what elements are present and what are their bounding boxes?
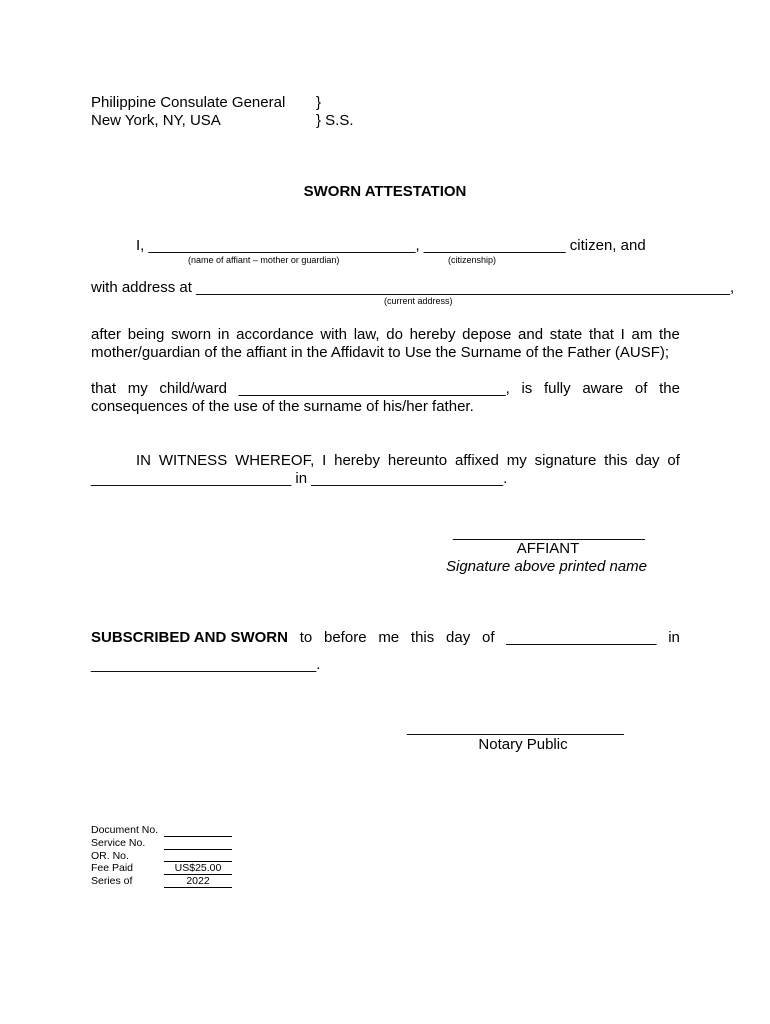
witness-line-1: [136, 452, 680, 470]
word: me: [378, 629, 400, 646]
word: aware: [582, 380, 624, 397]
doc-info-rule-document-no: [164, 836, 232, 837]
word: in: [217, 326, 230, 343]
word: am: [631, 326, 653, 343]
affiant-name-caption: (name of affiant – mother or guardian): [188, 255, 340, 265]
word: that: [588, 326, 614, 343]
subscribed-line-1: [91, 629, 680, 647]
venue-line-2: New York, NY, USA: [91, 112, 221, 129]
word: of: [481, 629, 495, 646]
address-line: with address at ________________________________________________________________,: [91, 279, 735, 296]
doc-info-value-series-of: 2022: [186, 875, 210, 887]
doc-info-label-series-of: Series of: [91, 875, 133, 887]
word: in: [668, 629, 680, 646]
doc-info-label-document-no: Document No.: [91, 824, 159, 836]
word: fully: [543, 380, 571, 397]
paragraph-1-line-1: [91, 326, 680, 344]
affiant-line: I, ________________________________, _________________ citizen, and: [136, 237, 646, 254]
word: do: [386, 326, 403, 343]
date-blank: __________________: [506, 629, 657, 646]
paragraph-2-line-1: [91, 380, 680, 398]
doc-info-label-fee-paid: Fee Paid: [91, 862, 134, 874]
word: and: [518, 326, 544, 343]
word: this: [604, 452, 628, 469]
word: being: [127, 326, 165, 343]
affiant-signature-line: _______________________: [453, 524, 645, 541]
doc-info-rule-service-no: [164, 849, 232, 850]
word: accordance: [236, 326, 314, 343]
citizenship-caption: (citizenship): [448, 255, 497, 265]
signature-caption: Signature above printed name: [446, 558, 647, 575]
witness-line-2: ________________________ in _______________________.: [91, 470, 508, 487]
doc-info-label-service-no: Service No.: [91, 837, 146, 849]
notary-label: Notary Public: [478, 736, 568, 753]
word: this: [410, 629, 435, 646]
document-title: SWORN ATTESTATION: [303, 183, 467, 200]
word: hereby: [334, 452, 380, 469]
venue-brace-2: } S.S.: [316, 112, 354, 129]
paragraph-2-line-2: consequences of the use of the surname of his/her father.: [91, 398, 474, 415]
word: I: [620, 326, 625, 343]
word: sworn: [171, 326, 212, 343]
doc-info-value-fee-paid: US$25.00: [174, 862, 222, 874]
word: state: [549, 326, 583, 343]
word: my: [506, 452, 527, 469]
child-name-blank: ________________________________,: [238, 380, 510, 397]
word: child/ward: [159, 380, 227, 397]
word: affixed: [454, 452, 499, 469]
word: signature: [534, 452, 597, 469]
word: day: [635, 452, 660, 469]
word: day: [446, 629, 471, 646]
word: that: [91, 380, 117, 397]
word: IN: [136, 452, 151, 469]
word: WITNESS: [158, 452, 228, 469]
word: with: [320, 326, 348, 343]
word: is: [521, 380, 533, 397]
paragraph-1-line-2: mother/guardian of the affiant in the Affidavit to Use the Surname of the Father (AUSF);: [91, 344, 670, 361]
word: law,: [353, 326, 380, 343]
notary-signature-line: __________________________: [407, 719, 624, 736]
affiant-label: AFFIANT: [516, 540, 580, 557]
word: of: [667, 452, 680, 469]
word: the: [659, 380, 680, 397]
subscribed-line-2: ___________________________.: [91, 656, 321, 673]
doc-info-label-or-no: OR. No.: [91, 850, 129, 862]
word: after: [91, 326, 122, 343]
venue-line-1: Philippine Consulate General: [91, 94, 286, 111]
word: I: [322, 452, 327, 469]
word: depose: [462, 326, 512, 343]
word: to: [299, 629, 313, 646]
word: hereby: [409, 326, 456, 343]
address-caption: (current address): [384, 296, 453, 306]
word: before: [324, 629, 367, 646]
word: WHEREOF,: [235, 452, 315, 469]
word: the: [659, 326, 680, 343]
word: hereunto: [387, 452, 448, 469]
subscribed-sworn-heading: SUBSCRIBED AND SWORN: [91, 629, 288, 646]
word: of: [634, 380, 648, 397]
venue-brace-1: }: [316, 94, 322, 111]
word: my: [127, 380, 148, 397]
